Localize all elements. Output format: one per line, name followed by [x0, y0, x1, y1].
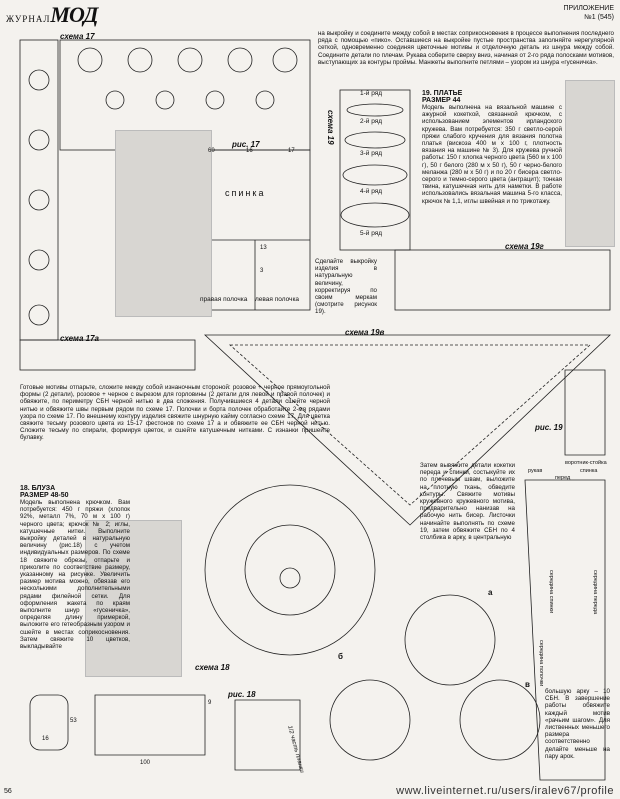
sleeve-label: рукав — [528, 468, 543, 474]
blouse-text: Модель выполнена крючком. Вам потребуется: 450 г пряжи (хлопок 92%, металл 7%, 70 м x 100 г) черного цвета; крючок № 2; иглы, катушечные нитки. Выполните выкройку деталей в натуральную величину (рис.18) с учетом индивидуальных размеров. По схеме 18 свяжите обрезы, отпарьте и приколите по соответствие размеру, указанному на рисунке. Увеличить размер мотива можно, обвязав его несколькими дополнительными рядами филейной сетки. Для оформления жакета по краям выполните шнур «гусеничка», определяя длину примеркой, выложите его гетеобразным узором и сшейте в местах соприкосновения. Затем свяжите 10 цветков, выкладывайте — [20, 499, 130, 651]
motif-c — [460, 680, 540, 760]
scheme19g-band — [395, 250, 610, 310]
scheme17a-strip — [20, 340, 195, 370]
back-middle-label: середина спинки — [548, 570, 554, 614]
fig17-label: рис. 17 — [232, 140, 260, 149]
scheme19v-label: схема 19в — [345, 328, 385, 337]
dress-size: РАЗМЕР 44 — [422, 97, 461, 104]
side-middle-label: середина полочки — [538, 640, 544, 687]
motif-b-label: б — [338, 652, 343, 661]
plank-label: 1/2 часть планки — [286, 725, 305, 774]
scheme17a-label: схема 17а — [60, 334, 99, 343]
poncho-photo — [115, 130, 212, 317]
left-front-label: левая полочка — [255, 296, 300, 303]
row-2-label: 2-й ряд — [360, 118, 383, 125]
row-3-label: 3-й ряд — [360, 150, 383, 157]
poncho-text: Готовые мотивы отпарьте, сложите между собой изнаночным стороной: розовое + черное прямоугольной формы (2 детали), розовое + черное с вырезом для горловины (2 детали для левой и правой полочек) и обвяжите, по периметру СБН черной нитью в два сложения. Получившиеся 4 детали сшейте черной нитью и обвяжите швы первым рядом по схеме 17. Полочки и борта полочек обработайте 2-мя рядами узора по схеме 17. По внешнему контуру изделия свяжите шнурную кайму согласно схеме 17. Для цветка свяжите тесьму розового цвета из 15-17 фестонов по схеме 17 а и обвяжите ее СБН черной нитью. Сложите тесьму по спирали, формируя цветок, и сшейте катушечным нитками. С изнанки пришейте булавку. — [20, 384, 330, 442]
motif-text: Затем вывяжите детали кокетки переда и спинки, состыкуйте их по плечевым швам, выложите на плотную ткань, обведите контуры. Свяжите мотивы кружевного кружевного мотива, предварительно нанизав на рабочую нить бисер. Листочки начинайте выполнять по схеме 19, затем обвяжите СБН по 4 столбика в арку, в центральную — [420, 462, 515, 542]
fig18-sleeve-piece — [30, 695, 68, 750]
back-piece-label: спинка — [580, 468, 598, 474]
trace-text: Сделайте выкройку изделия в натуральную величину, корректируя по своим меркам (смотрите рисунок 19). — [315, 258, 377, 316]
blouse-block — [20, 485, 130, 650]
logo-small: ЖУРНАЛ — [6, 14, 51, 24]
right-front-label: правая полочка — [200, 296, 248, 303]
blouse-title: 18. БЛУЗА — [20, 485, 56, 492]
scheme19-label: схема 19 — [326, 110, 335, 145]
dim-53: 53 — [70, 718, 77, 724]
top-text: на выкройку и соедините между собой в местах соприкосновения в процессе выполнения последнего ряда с помощью «пико». Оставшиеся на выкройке пустые пространства заполняйте нерегулярной сеткой, одновременно соединяя цветочные мотивы и отделочную деталь из шнура между собой. Соедините детали по плечам. Рукава соберите сверху вниз, начиная от 2-го ряда полосками мотивов, выступающих за контуры проймы. Манжеты выполните петлями – узором из шнура «гусеничка». — [318, 30, 614, 66]
appendix-label: ПРИЛОЖЕНИЕ — [563, 5, 614, 12]
dim-9: 9 — [208, 700, 212, 706]
dress-block — [422, 90, 562, 205]
fig18-label: рис. 18 — [228, 690, 256, 699]
motif-b — [330, 680, 410, 760]
bottom-text: большую арку – 10 СБН. В завершение работы обвяжите каждый мотив «рачьим шагом». Для лиственных меньшего размера соответственно делайте меньше на пару арок. — [545, 688, 610, 760]
dim-60: 60 — [208, 148, 215, 154]
dress-title: 19. ПЛАТЬЕ — [422, 90, 463, 97]
watermark: www.liveinternet.ru/users/iralev67/profile — [396, 785, 614, 797]
motif-c-label: в — [525, 680, 530, 689]
collar-label: воротник-стойка — [565, 460, 607, 466]
back-label: спинка — [225, 188, 266, 198]
scheme18-motif — [205, 485, 375, 655]
issue-number: №1 (545) — [584, 14, 614, 21]
scheme19g-label: схема 19г — [505, 242, 544, 251]
dim-13: 13 — [260, 245, 267, 251]
fig19-sleeve — [565, 370, 605, 455]
dim-3: 3 — [260, 268, 264, 274]
scheme18-label: схема 18 — [195, 663, 230, 672]
row-5-label: 5-й ряд — [360, 230, 383, 237]
dim-16: 16 — [246, 148, 253, 154]
rows-diagram — [340, 90, 410, 250]
front-label: перед — [555, 475, 571, 481]
row-1-label: 1-й ряд — [360, 90, 383, 97]
fig18-body-piece — [95, 695, 205, 755]
row-4-label: 4-й ряд — [360, 188, 383, 195]
motif-a — [405, 595, 495, 685]
page-number: 56 — [4, 788, 12, 795]
scheme17-label: схема 17 — [60, 32, 95, 41]
front-middle-label: середина переда — [592, 570, 598, 615]
dim-100: 100 — [140, 760, 151, 766]
dim-17: 17 — [288, 148, 295, 154]
dress-photo — [565, 80, 615, 247]
dim-16-b: 16 — [42, 736, 49, 742]
logo-big: МОД — [50, 2, 98, 27]
dress-text: Модель выполнена на вязальной машине с ажурной кокеткой, связанной крючком, с использованием элементов ирландского кружева. Вам потребуется: 350 г светло-серой пряжи слабого кручения для вязания полотна платья (вискоза 400 м x 100 г, плотность вязания на машине № 3). Для кружева ручной работы: 150 г хлопка черного цвета (560 м x 100 г), 50 г белого (280 м x 50 г), 50 г черно-белого меланжа (280 м x 50 г) и по 20 г бисера светло-серого и темно-серого цвета (антрацит); тонкая твина, катушечная нить для наметки. В работе использовались вязальная машина 5-го класса, крючок № 1,1, иглы швейная и по трикотажу. — [422, 104, 562, 205]
motif-a-label: а — [488, 588, 493, 597]
fig19-label: рис. 19 — [535, 423, 563, 432]
blouse-size: РАЗМЕР 48-50 — [20, 492, 69, 499]
